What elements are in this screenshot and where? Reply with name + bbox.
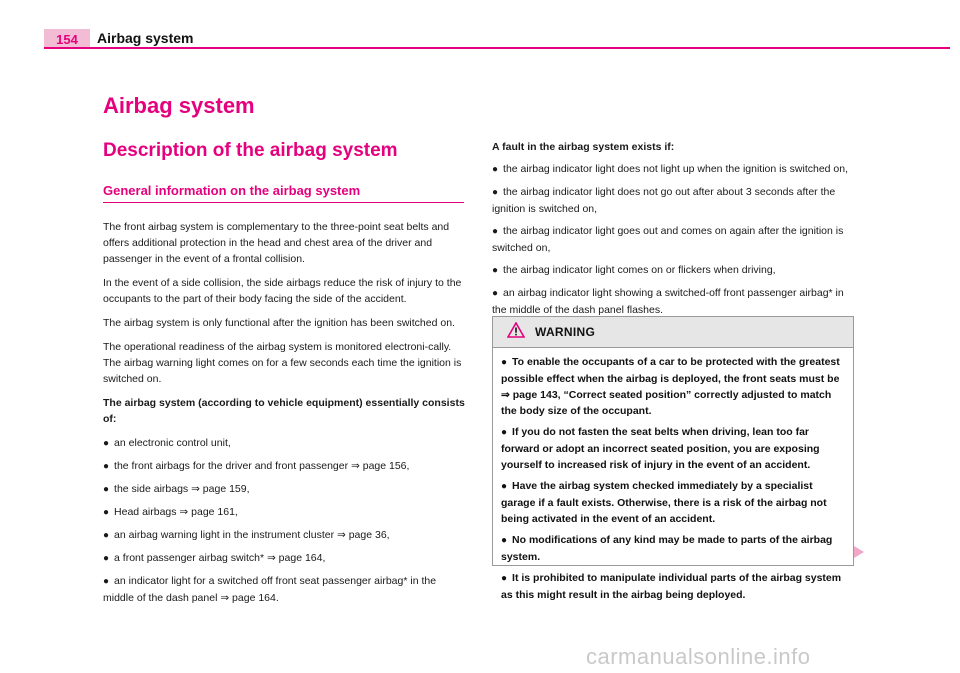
- bullet-icon: ●: [501, 573, 508, 584]
- next-page-arrow-icon[interactable]: [853, 545, 865, 564]
- consists-heading: The airbag system (according to vehicle equipment) essentially consists of:: [103, 397, 465, 425]
- list-item: ● the airbag indicator light goes out and comes on again after the ignition is switched on,: [492, 225, 844, 254]
- warning-title: WARNING: [535, 325, 596, 339]
- list-item: ● a front passenger airbag switch* ⇒ page 164,: [103, 552, 326, 564]
- chapter-title: Airbag system: [103, 93, 255, 118]
- list-item: ● the side airbags ⇒ page 159,: [103, 483, 250, 495]
- bullet-icon: ●: [501, 427, 508, 438]
- list-item: ● To enable the occupants of a car to be protected with the greatest possible effect when the airbag is deployed, the front seats must be ⇒ page 143, “Correct seated position” correctly adjusted to match the body size of the occupant.: [501, 356, 840, 417]
- bullet-icon: ●: [501, 481, 508, 492]
- bullet-icon: ●: [501, 357, 508, 368]
- right-column: [492, 139, 854, 324]
- subsection-title: General information on the airbag system: [103, 183, 361, 198]
- paragraph: The operational readiness of the airbag system is monitored electroni-cally. The airbag warning light comes on for a few seconds each time the ignition is switched on.: [103, 341, 462, 385]
- watermark: carmanualsonline.info: [586, 644, 811, 669]
- bullet-icon: ●: [103, 530, 110, 541]
- fault-heading: A fault in the airbag system exists if:: [492, 141, 675, 153]
- subsection-rule: [103, 202, 464, 203]
- bullet-icon: ●: [103, 438, 110, 449]
- list-item: ● It is prohibited to manipulate individual parts of the airbag system as this might result in the airbag being deployed.: [501, 572, 842, 601]
- list-item: ● Head airbags ⇒ page 161,: [103, 506, 238, 518]
- bullet-icon: ●: [103, 484, 110, 495]
- page-number-badge: 154: [44, 29, 90, 49]
- list-item: ● the airbag indicator light does not go out after about 3 seconds after the ignition is switched on,: [492, 186, 836, 215]
- list-item: ● an airbag warning light in the instrument cluster ⇒ page 36,: [103, 529, 390, 541]
- bullet-icon: ●: [492, 164, 499, 175]
- warning-body: [493, 348, 853, 603]
- bullet-icon: ●: [103, 461, 110, 472]
- list-item: ● No modifications of any kind may be made to parts of the airbag system.: [501, 534, 833, 563]
- paragraph: The airbag system is only functional after the ignition has been switched on.: [103, 317, 455, 329]
- list-item: ● the airbag indicator light comes on or flickers when driving,: [492, 264, 776, 276]
- bullet-icon: ●: [492, 226, 499, 237]
- warning-header: [493, 317, 853, 348]
- bullet-icon: ●: [492, 187, 499, 198]
- bullet-icon: ●: [501, 535, 508, 546]
- list-item: ● Have the airbag system checked immediately by a specialist garage if a fault exists. Otherwise, there is a risk of the airbag not being activated in the event of an accident.: [501, 480, 827, 525]
- header-rule: [44, 47, 950, 49]
- bullet-icon: ●: [103, 576, 110, 587]
- list-item: ● the front airbags for the driver and front passenger ⇒ page 156,: [103, 460, 410, 472]
- running-header-title: Airbag system: [97, 30, 194, 46]
- warning-box: [492, 316, 854, 601]
- warning-triangle-icon: [507, 322, 525, 343]
- left-column: [103, 219, 465, 612]
- list-item: ● the airbag indicator light does not light up when the ignition is switched on,: [492, 163, 849, 175]
- list-item: ● an airbag indicator light showing a switched-off front passenger airbag* in the middle of the dash panel flashes.: [492, 287, 844, 316]
- section-title: Description of the airbag system: [103, 140, 398, 161]
- paragraph: The front airbag system is complementary to the three-point seat belts and offers additional protection in the head and chest area of the driver and passenger in the event of a frontal collision.: [103, 221, 450, 265]
- list-item: ● If you do not fasten the seat belts when driving, lean too far forward or adopt an incorrect seated position, you are exposing yourself to increased risk of injury in the event of an accident.: [501, 426, 820, 471]
- list-item: ● an indicator light for a switched off front seat passenger airbag* in the middle of the dash panel ⇒ page 164.: [103, 575, 437, 604]
- paragraph: In the event of a side collision, the side airbags reduce the risk of injury to the occupants to the part of their body facing the side of the accident.: [103, 277, 462, 305]
- bullet-icon: ●: [492, 265, 499, 276]
- bullet-icon: ●: [492, 288, 499, 299]
- bullet-icon: ●: [103, 507, 110, 518]
- list-item: ● an electronic control unit,: [103, 437, 231, 449]
- bullet-icon: ●: [103, 553, 110, 564]
